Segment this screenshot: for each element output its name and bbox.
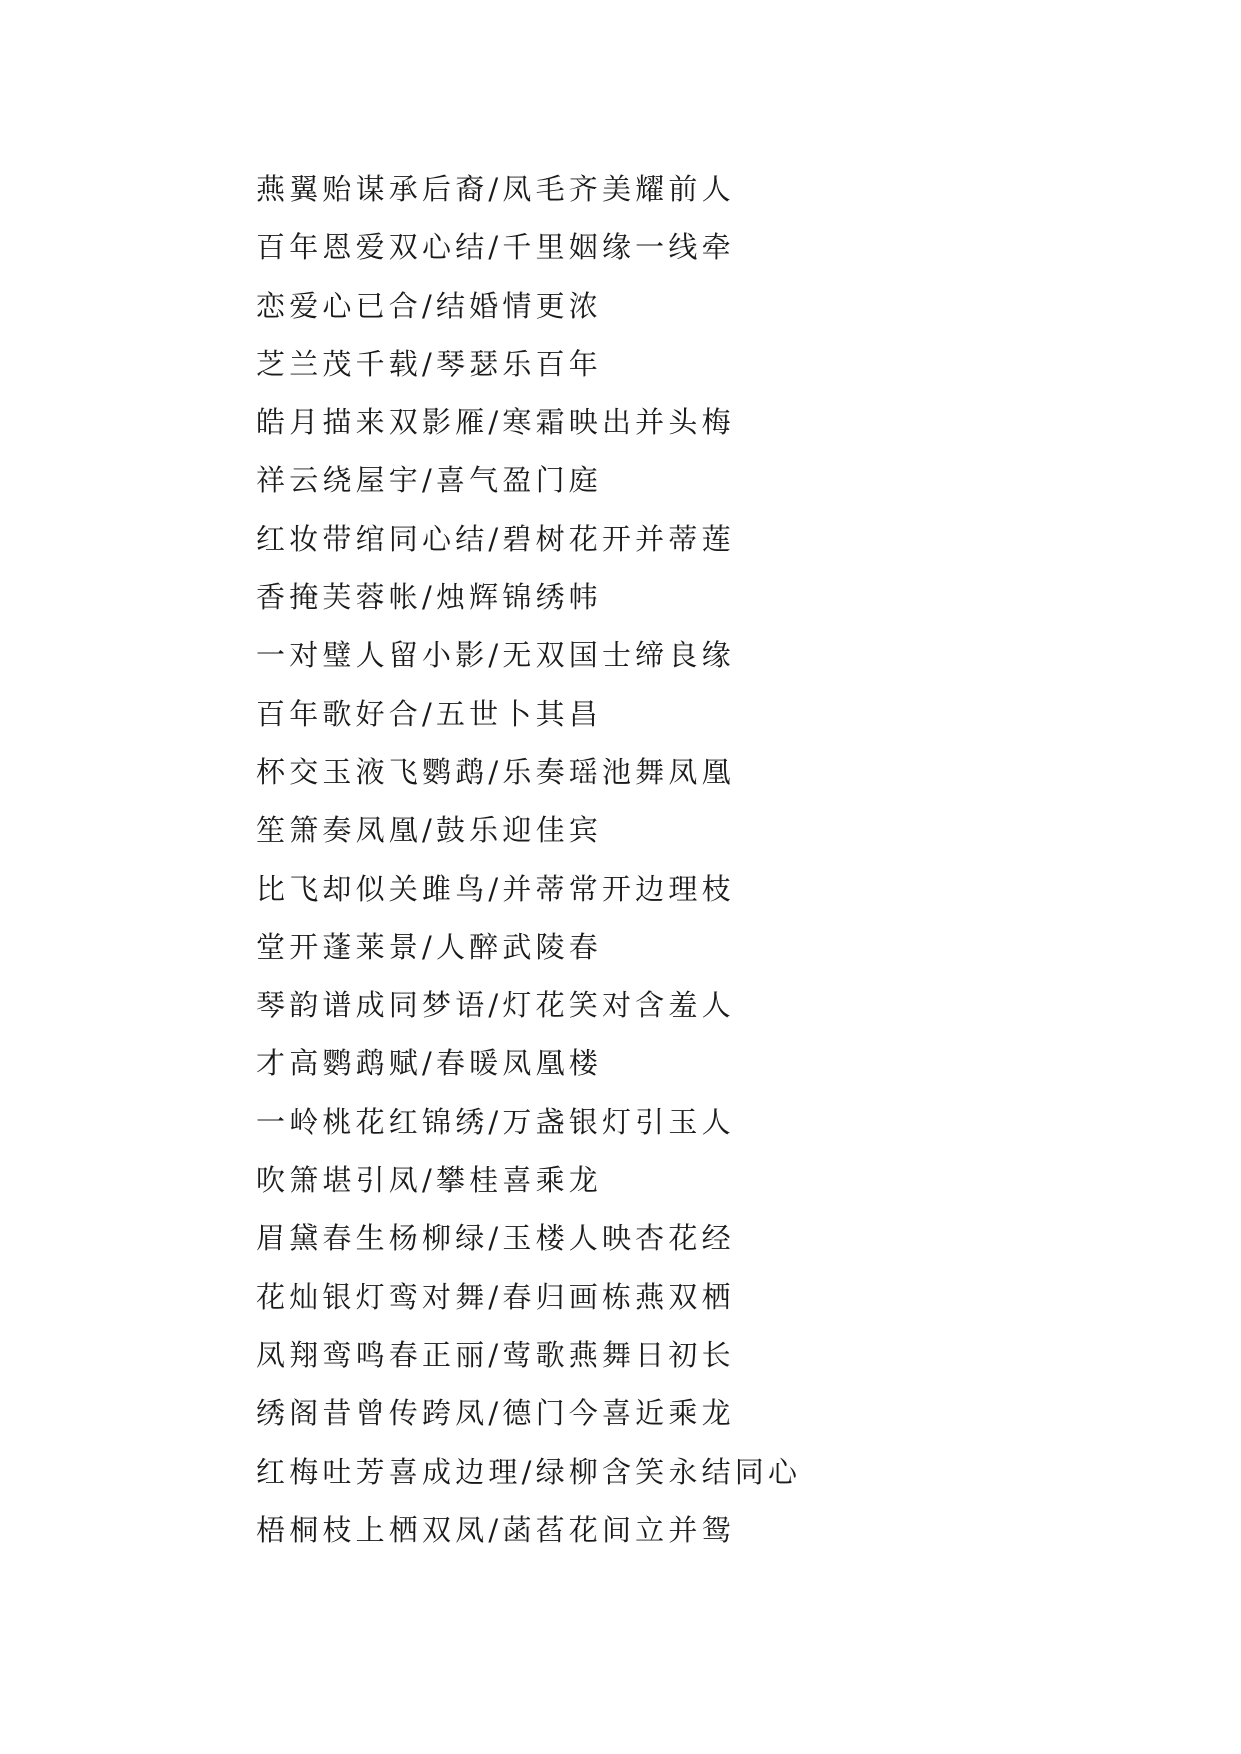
couplet-line: 红妆带绾同心结/碧树花开并蒂莲 [256,521,735,556]
couplet-line: 红梅吐芳喜成边理/绿柳含笑永结同心 [256,1454,802,1489]
couplet-line: 眉黛春生杨柳绿/玉楼人映杏花经 [256,1221,735,1256]
couplet-line: 梧桐枝上栖双凤/菡萏花间立并鸳 [256,1512,735,1547]
couplet-line: 笙箫奏凤凰/鼓乐迎佳宾 [256,813,602,848]
couplet-line: 吹箫堪引凤/攀桂喜乘龙 [256,1163,602,1198]
couplet-line: 凤翔鸾鸣春正丽/莺歌燕舞日初长 [256,1337,735,1372]
couplet-line: 才高鹦鹉赋/春暖凤凰楼 [256,1046,602,1081]
couplet-line: 百年歌好合/五世卜其昌 [256,696,602,731]
couplet-line: 绣阁昔曾传跨凤/德门今喜近乘龙 [256,1396,735,1431]
couplet-line: 恋爱心已合/结婚情更浓 [256,288,602,323]
couplet-line: 堂开蓬莱景/人醉武陵春 [256,929,602,964]
couplet-line: 一对璧人留小影/无双国士缔良缘 [256,638,735,673]
couplet-line: 燕翼贻谋承后裔/凤毛齐美耀前人 [256,172,735,206]
couplet-line: 一岭桃花红锦绣/万盏银灯引玉人 [256,1104,735,1139]
couplet-line: 百年恩爱双心结/千里姻缘一线牵 [256,230,735,265]
couplet-list [256,160,801,1559]
couplet-line: 琴韵谱成同梦语/灯花笑对含羞人 [256,988,735,1023]
couplet-line: 香掩芙蓉帐/烛辉锦绣帏 [256,580,602,615]
couplet-line: 芝兰茂千载/琴瑟乐百年 [256,346,602,381]
couplet-line: 花灿银灯鸾对舞/春归画栋燕双栖 [256,1279,735,1314]
couplet-line: 祥云绕屋宇/喜气盈门庭 [256,463,602,498]
couplet-line: 比飞却似关雎鸟/并蒂常开边理枝 [256,871,735,906]
couplet-line: 杯交玉液飞鹦鹉/乐奏瑶池舞凤凰 [256,754,735,789]
couplet-line: 皓月描来双影雁/寒霜映出并头梅 [256,405,735,440]
